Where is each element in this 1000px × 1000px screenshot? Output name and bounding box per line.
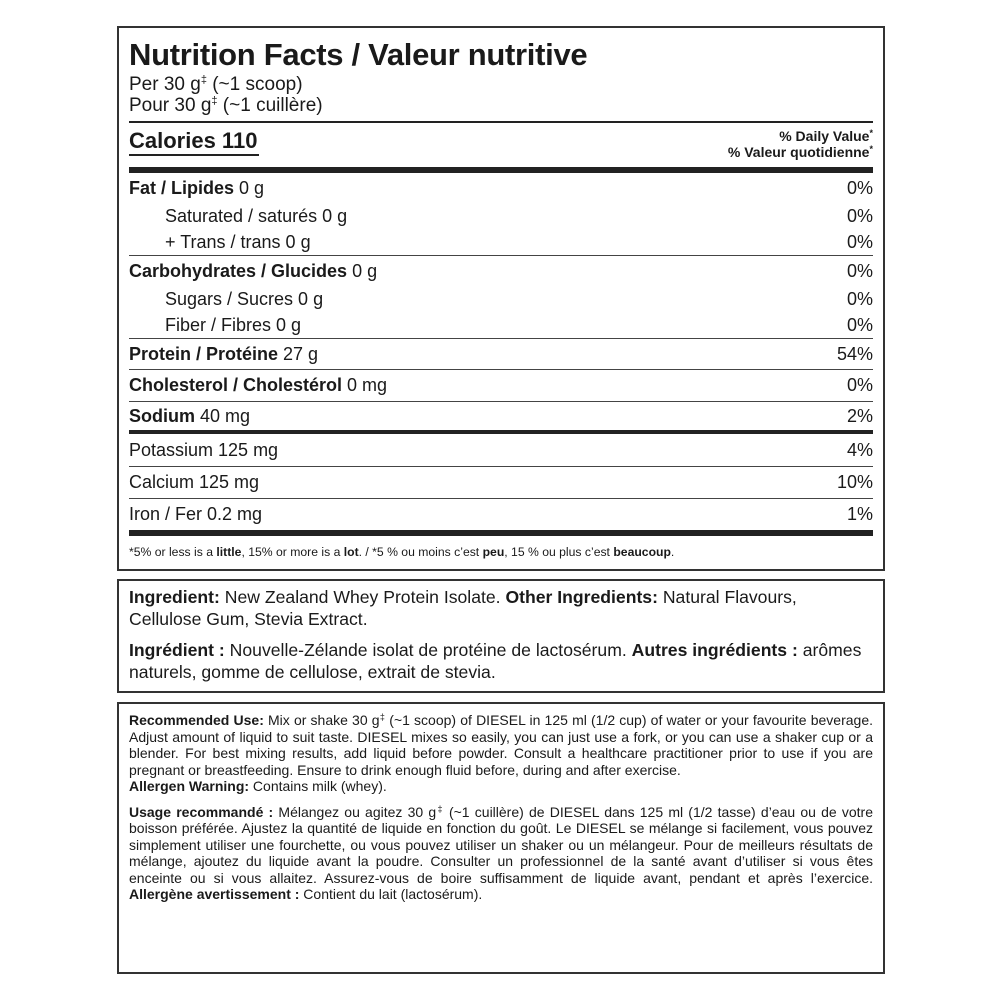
serving-size-en: Per 30 g‡ (~1 scoop) bbox=[129, 74, 303, 95]
allergen-warning-fr-label: Allergène avertissement : bbox=[129, 886, 300, 902]
ingredients-en: Ingredient: New Zealand Whey Protein Isolate. Other Ingredients: Natural Flavours, Cellulose Gum, Stevia Extract. bbox=[129, 587, 797, 629]
nutrient-row-sugars: Sugars / Sucres 0 g 0% bbox=[165, 289, 873, 309]
nutrient-row-calcium: Calcium 125 mg 10% bbox=[129, 467, 873, 499]
nutrient-row-potassium: Potassium 125 mg 4% bbox=[129, 434, 873, 467]
nutrient-row-protein: Protein / Protéine 27 g 54% bbox=[129, 339, 873, 370]
nutrient-row-saturated: Saturated / saturés 0 g 0% bbox=[165, 206, 873, 226]
daily-value-header: % Daily Value* % Valeur quotidienne* bbox=[727, 128, 873, 160]
nutrient-row-iron: Iron / Fer 0.2 mg 1% bbox=[129, 504, 873, 524]
nutrient-row-fiber: Fiber / Fibres 0 g 0% bbox=[129, 312, 873, 339]
nutrition-facts-panel bbox=[117, 26, 885, 571]
serving-size-fr: Pour 30 g‡ (~1 cuillère) bbox=[129, 95, 323, 116]
nutrient-row-sodium: Sodium 40 mg 2% bbox=[129, 402, 873, 434]
usage-panel bbox=[117, 702, 885, 974]
recommended-use-fr: Usage recommandé : Mélangez ou agitez 30 g‡ (~1 cuillère) de DIESEL dans 125 ml (1/2 tasse) d’eau ou de votre boisson préférée. Ajustez la quantité de liquide en fonction du goût. Le DIESEL se mélange si facilement, vous pouvez simplement utiliser une fourchette, ou vous pouvez utiliser un shaker ou un mélangeur. Pour de meilleurs résultats de mélange, ajoutez du liquide avant la poudre. Consulter un professionnel de la santé avant d’utiliser si vous êtes enceinte ou si vous allaitez. Assurez-vous de boire suffisamment de liquide avant, pendant et après l’exercice. Allergène avertissement : Contient du lait (lactosérum). bbox=[129, 803, 873, 902]
nutrient-row-fat: Fat / Lipides 0 g 0% bbox=[129, 178, 873, 198]
nutrient-row-carbohydrates: Carbohydrates / Glucides 0 g 0% bbox=[129, 261, 873, 281]
daily-value-footnote: *5% or less is a little, 15% or more is a lot. / *5 % ou moins c’est peu, 15 % ou plus c’est beaucoup. bbox=[129, 545, 675, 559]
nutrient-row-cholesterol: Cholesterol / Cholestérol 0 mg 0% bbox=[129, 370, 873, 402]
calories-row bbox=[129, 123, 873, 167]
ingredients-fr: Ingrédient : Nouvelle-Zélande isolat de protéine de lactosérum. Autres ingrédients : arômes naturels, gomme de cellulose, extrait de stevia. bbox=[129, 640, 862, 682]
nutrient-row-trans: + Trans / trans 0 g 0% bbox=[129, 229, 873, 256]
nutrition-title: Nutrition Facts / Valeur nutritive bbox=[129, 37, 588, 72]
recommended-use-en: Recommended Use: Mix or shake 30 g‡ (~1 scoop) of DIESEL in 125 ml (1/2 cup) of water or your favourite beverage. Adjust amount of liquid to suit taste. DIESEL mixes so easily, you can just use a fork, or you can use a shaker cup or a blender. For best mixing results, add liquid before powder. Consult a healthcare practitioner prior to use if you are pregnant or breastfeeding. Ensure to drink enough fluid before, during and after exercise. Allergen Warning: Contains milk (whey). bbox=[129, 712, 873, 794]
allergen-warning-label: Allergen Warning: bbox=[129, 778, 250, 794]
calories-value: Calories 110 bbox=[129, 128, 259, 156]
ingredients-panel bbox=[117, 579, 885, 693]
